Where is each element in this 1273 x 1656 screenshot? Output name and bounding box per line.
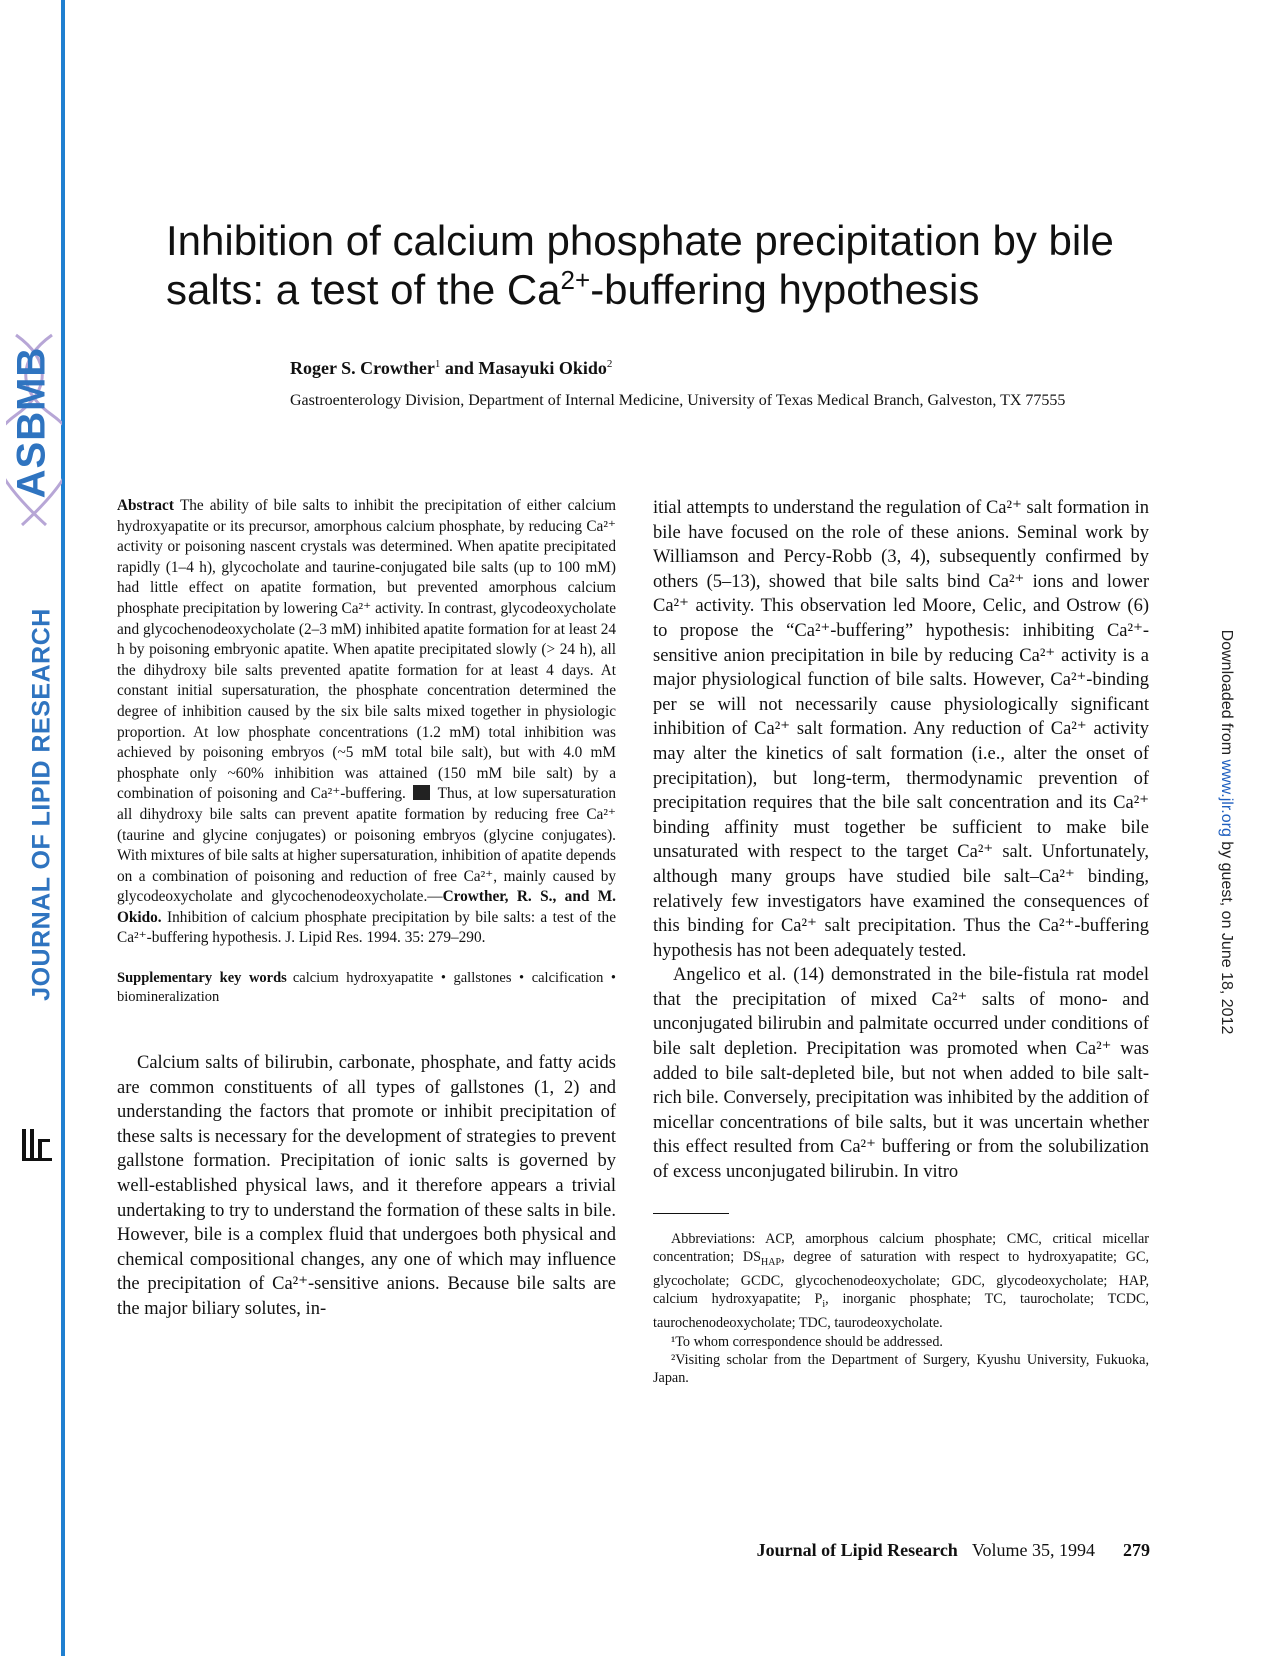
left-column [117, 496, 616, 1322]
download-note [1217, 622, 1235, 1042]
keywords-label: Supplementary key words [117, 970, 287, 987]
abbreviations-footnote [653, 1230, 1149, 1333]
footer-volume: Volume 35, 1994 [971, 1540, 1095, 1560]
abbrev-c: , inorganic phosphate; TC, taurocholate; TCDC, taurochenodeoxycholate; TDC, taurodeoxycholate. [653, 1291, 1149, 1332]
affiliation: Gastroenterology Division, Department of Internal Medicine, University of Texas Medical Branch, Galveston, TX 77555 [290, 392, 1066, 409]
download-suffix: by guest, on June 18, 2012 [1218, 836, 1235, 1035]
footnote-1: ¹To whom correspondence should be addressed. [671, 1333, 943, 1350]
right-column [653, 496, 1149, 1388]
page-footer [0, 1540, 1150, 1561]
abbrev-a: Abbreviations: ACP, amorphous calcium phosphate; CMC, critical micellar concentration; DS [653, 1230, 1149, 1265]
authors [290, 358, 612, 379]
sidebar-stripe [61, 0, 65, 1656]
jlr-logo-icon [20, 1125, 54, 1165]
jlr-link[interactable]: www.jlr.org [1218, 759, 1235, 837]
intro-paragraph: Calcium salts of bilirubin, carbonate, phosphate, and fatty acids are common constituents of all types of gallstones (1, 2) and understanding the factors that promote or inhibit precipitation of these salts is necessary for the development of strategies to prevent gallstone formation. Precipitation of ionic salts is governed by well-established physical laws, and it therefore appears a trivial undertaking to try to understand the formation of these salts in bile. However, bile is a complex fluid that undergoes both physical and chemical compositional changes, any one of which may influence the precipitation of Ca²⁺-sensitive anions. Because bile salts are the major biliary solutes, in- [117, 1053, 616, 1319]
abstract [117, 496, 616, 949]
footnote-2: ²Visiting scholar from the Department of Surgery, Kyushu University, Fukuoka, Japan. [653, 1352, 1149, 1387]
abstract-citation: Inhibition of calcium phosphate precipitation by bile salts: a test of the Ca²⁺-buffering hypothesis. J. Lipid Res. 1994. 35: 279–290. [117, 908, 616, 947]
article-title [166, 216, 1156, 314]
title-line-2b: -buffering hypothesis [590, 266, 980, 313]
download-prefix: Downloaded from [1218, 629, 1235, 760]
footer-journal: Journal of Lipid Research [756, 1540, 958, 1560]
author-2: Masayuki Okido [478, 358, 607, 378]
author-2-sup: 2 [606, 358, 613, 370]
journal-vertical-title: JOURNAL OF LIPID RESEARCH [27, 608, 56, 1001]
abbrev-sub2: i [822, 1299, 826, 1311]
author-1: Roger S. Crowther [290, 358, 435, 378]
title-line-2a: salts: a test of the Ca [166, 266, 561, 313]
angelico-paragraph: Angelico et al. (14) demonstrated in the bile-fistula rat model that the precipitation of mixed Ca²⁺ salts of mono- and unconjugated bilirubin and palmitate occurred under conditions of bile salt depletion. Precipitation was promoted when Ca²⁺ was added to bile salt-depleted bile, but not when added to bile salt-rich bile. Conversely, precipitation was inhibited by the addition of micellar concentrations of bile salts, but it was uncertain whether this effect resulted from Ca²⁺ buffering or from the solubilization of excess unconjugated bilirubin. In vitro [653, 965, 1149, 1183]
left-sidebar [0, 0, 64, 1656]
footnote-rule [653, 1213, 729, 1214]
title-sup: 2+ [560, 265, 591, 295]
keywords [117, 969, 616, 1007]
page-number: 279 [1123, 1540, 1150, 1560]
title-line-1: Inhibition of calcium phosphate precipitation by bile [166, 217, 1114, 264]
abbrev-b: , degree of saturation with respect to hydroxyapatite; GC, glycocholate; GCDC, glycochenodeoxycholate; GDC, glycodeoxycholate; HAP, calcium hydroxyapatite; P [653, 1248, 1149, 1308]
abstract-text-2: Thus, at low supersaturation all dihydroxy bile salts can prevent apatite formation by reducing free Ca²⁺ (taurine and glycine conjugates) or poisoning embryos (glycine conjugates). With mixtures of bile salts at higher supersaturation, inhibition of apatite depends on a combination of poisoning and reduction of free Ca²⁺, mainly caused by glycodeoxycholate and glycochenodeoxycholate.— [117, 785, 616, 906]
abstract-badge-icon [413, 785, 430, 800]
author-1-sup: 1 [434, 358, 441, 370]
keywords-text: calcium hydroxyapatite • gallstones • calcification • biomineralization [117, 970, 616, 1006]
abstract-text-1: The ability of bile salts to inhibit the precipitation of either calcium hydroxyapatite or its precursor, amorphous calcium phosphate, by reducing Ca²⁺ activity or poisoning nascent crystals was determined. When apatite precipitated rapidly (1–4 h), glycocholate and taurine-conjugated bile salts (up to 100 mM) had little effect on apatite formation, but prevented amorphous calcium phosphate precipitation by lowering Ca²⁺ activity. In contrast, glycodeoxycholate and glycochenodeoxycholate (2–3 mM) inhibited apatite formation for at least 24 h by poisoning embryonic apatite. When apatite precipitated slowly (> 24 h), all the dihydroxy bile salts prevented apatite formation for at least 4 days. At constant initial supersaturation, the phosphate concentration determined the degree of inhibition caused by the six bile salts mixed together in physiologic proportion. At low phosphate concentrations (1.2 mM) total inhibition was achieved by poisoning embryos (~5 mM total bile salt), but with 4.0 mM phosphate only ~60% inhibition was attained (150 mM bile salt) by a combination of poisoning and Ca²⁺-buffering. [117, 497, 616, 803]
abbrev-sub: HAP [761, 1256, 782, 1268]
intro-continuation: itial attempts to understand the regulation of Ca²⁺ salt formation in bile have focused on the role of these anions. Seminal work by Williamson and Percy-Robb (3, 4), subsequently confirmed by others (5–13), showed that bile salts bind Ca²⁺ ions and lower Ca²⁺ activity. This observation led Moore, Celic, and Ostrow (6) to propose the “Ca²⁺-buffering” hypothesis: inhibiting Ca²⁺-sensitive anion precipitation in bile by reducing Ca²⁺ activity is a major physiological function of bile salts. However, Ca²⁺-binding per se will not necessarily cause physiologically significant inhibition of Ca²⁺ salt formation. Any reduction of Ca²⁺ activity may alter the kinetics of salt formation (i.e., alter the onset of precipitation), but long-term, thermodynamic prevention of precipitation requires that the bile salt concentration and its Ca²⁺ binding affinity must together be sufficient to make bile unsaturated with respect to the target Ca²⁺ salt. Unfortunately, although many groups have studied bile salt–Ca²⁺ binding, relatively few investigators have examined the consequences of this binding for Ca²⁺ salt precipitation. Thus the Ca²⁺-buffering hypothesis has not been adequately tested. [653, 498, 1149, 961]
author-and: and [440, 358, 479, 378]
abstract-citation-authors: Crowther, R. S., and M. Okido. [117, 888, 616, 926]
abstract-label: Abstract [117, 497, 174, 514]
asbmb-logo: ASBMB [9, 346, 54, 499]
